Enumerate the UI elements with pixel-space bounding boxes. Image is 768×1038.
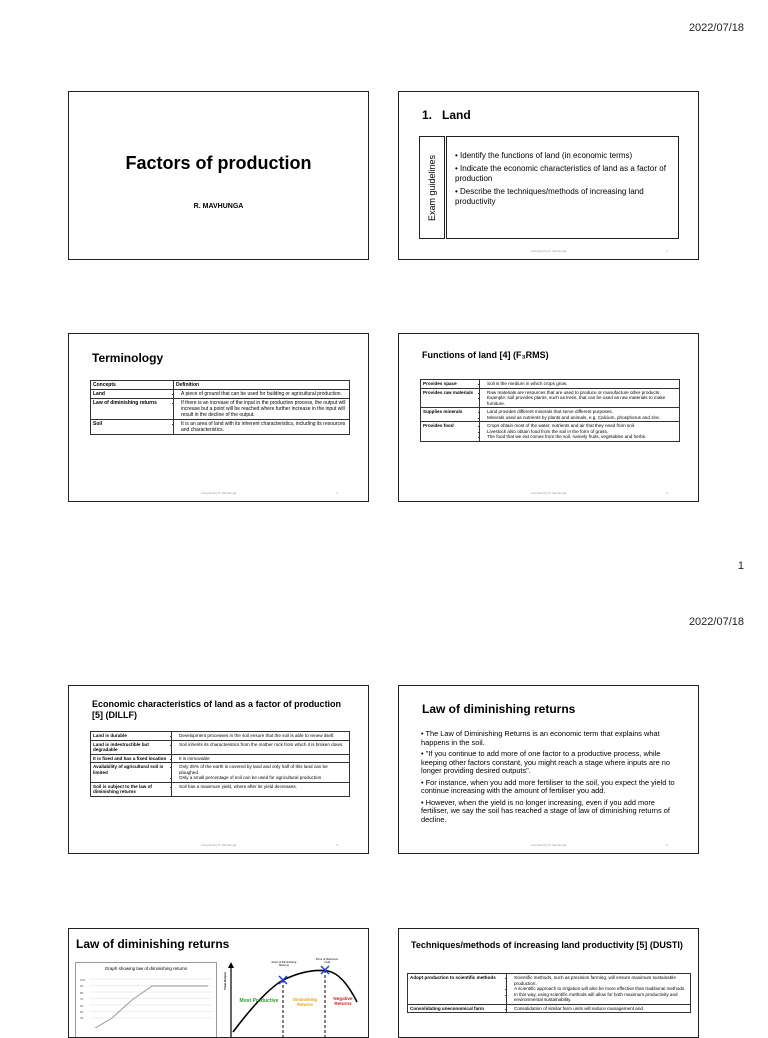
- table-row: [421, 422, 680, 442]
- description-cell: • Raw materials are resources that are used to produce or manufacture other products. • Example: soil provides plants, such as trees, that can be used as raw materials to make furniture.: [480, 388, 680, 408]
- characteristic-cell: Availability of agricultural soil is limited: [91, 763, 172, 783]
- technique-cell: Consolidating uneconomical farm: [408, 1004, 507, 1013]
- page-date: 2022/07/18: [688, 616, 744, 628]
- slide-footer: Compiled by R. Mavhunga: [200, 843, 237, 847]
- technique-cell: Adopt production to scientific methods: [408, 974, 507, 1005]
- slide-land-guidelines: [398, 91, 699, 260]
- slide-heading: Law of diminishing returns: [76, 937, 230, 951]
- table-row: [421, 380, 680, 389]
- table-row: [408, 974, 691, 1005]
- bullet-item: • The Law of Diminishing Returns is an economic term that explains what happens in the soil.: [421, 729, 660, 747]
- slide-law-text: [398, 685, 699, 854]
- characteristic-cell: Soil is subject to the law of diminishing returns: [91, 782, 172, 796]
- slide-heading: Functions of land [4] (F₃RMS): [422, 350, 549, 360]
- slide-number: 6: [666, 843, 668, 847]
- characteristic-cell: Land is indestructible but degradable: [91, 740, 172, 754]
- table-row: [91, 420, 350, 435]
- description-cell: • It is immovable: [172, 754, 350, 763]
- slide-number: 3: [666, 491, 668, 495]
- terminology-table: [90, 380, 350, 435]
- slide-footer: Compiled by R. Mavhunga: [530, 249, 567, 253]
- slide-law-graphs: [68, 928, 369, 1038]
- y-axis-label: Total Output: [223, 972, 227, 990]
- definition-cell: • It is an area of land with its inherent characteristics, including its resources and characteristics.: [174, 420, 350, 435]
- table-row: [91, 782, 350, 796]
- point-diminishing-label: Point of Diminishing Returns: [271, 960, 297, 968]
- author-name: R. MAVHUNGA: [193, 203, 244, 210]
- y-tick-labels: 100 90 80 70 60 50 40: [80, 978, 86, 1021]
- bullet-item: • However, when the yield is no longer increasing, even if you add more fertiliser, we say the soil has reached a stage of law of diminishing returns of decline.: [421, 797, 670, 824]
- column-header: Concepts: [91, 381, 174, 390]
- line-graph-panel: [75, 962, 217, 1038]
- term-cell: Soil: [91, 420, 174, 435]
- description-cell: • Only 25% of the earth is covered by land and only half of this land can be ploughed. • Only a small percentage of soil can be used for agricultural production: [172, 763, 350, 783]
- table-row: [91, 732, 350, 741]
- stage-diagram: [223, 957, 363, 1038]
- table-row: [91, 399, 350, 420]
- slide-title: [68, 91, 369, 260]
- term-cell: Land: [91, 390, 174, 399]
- table-row: [91, 763, 350, 783]
- slide-heading: Terminology: [92, 351, 164, 365]
- column-header: Definition: [174, 381, 350, 390]
- function-cell: Provides raw materials: [421, 388, 480, 408]
- stage-most-productive: Most Productive: [239, 998, 279, 1004]
- characteristic-cell: It is fixed and has a fixed location: [91, 754, 172, 763]
- definition-cell: • A piece of ground that can be used for building or agricultural production.: [174, 390, 350, 399]
- line-graph: [90, 978, 212, 1028]
- table-header: [91, 381, 350, 390]
- table-row: [408, 1004, 691, 1013]
- slide-heading: 1. Land: [422, 108, 471, 122]
- deck-title: Factors of production: [125, 153, 312, 173]
- slide-heading: Law of diminishing returns: [422, 702, 576, 716]
- slide-number: 5: [336, 843, 338, 847]
- yield-curve: [92, 986, 208, 1028]
- guideline-item: • Identify the functions of land (in economic terms): [455, 151, 633, 160]
- stage-negative-returns: Negative Returns: [333, 996, 353, 1007]
- slide-footer: Compiled by R. Mavhunga: [530, 843, 567, 847]
- characteristics-table: [90, 731, 350, 797]
- slide-number: 1: [666, 249, 668, 253]
- description-cell: • Land provides different minerals that serve different purposes. • Minerals used as nutrients by plants and animals, e.g. Calcium, phosphorus and zinc.: [480, 408, 680, 422]
- slide-functions-of-land: [398, 333, 699, 502]
- page-date: 2022/07/18: [688, 22, 744, 34]
- description-cell: • Soil inherits its characteristics from the mother rock from which it is broken down.: [172, 740, 350, 754]
- slide-number: 2: [336, 491, 338, 495]
- page-number: 1: [737, 560, 744, 572]
- slide-heading: Techniques/methods of increasing land productivity [5] (DUSTI): [411, 940, 683, 950]
- guidelines-box: [446, 136, 679, 239]
- functions-table: [420, 379, 680, 442]
- table-row: [421, 388, 680, 408]
- table-row: [91, 390, 350, 399]
- term-cell: Law of diminishing returns: [91, 399, 174, 420]
- function-cell: Supplies minerals: [421, 408, 480, 422]
- slide-economic-characteristics: [68, 685, 369, 854]
- slide-techniques: [398, 928, 699, 1038]
- function-cell: Provides food: [421, 422, 480, 442]
- graph-title: Graph showing law of diminishing returns: [104, 966, 188, 971]
- description-cell: • Scientific methods, such as precision farming, will ensure maximum sustainable production. • A scientific approach to irrigation will also be more effective than traditional methods. • In this way, using scientific methods will allow for both maximum productivity and environmental sustainability.: [507, 974, 691, 1005]
- bullet-item: • "If you continue to add more of one factor to a productive process, while keeping other factors constant, you might reach a stage where inputs are no longer providing desired outputs".: [421, 749, 670, 776]
- slide-heading: Economic characteristics of land as a factor of production [5] (DILLF): [92, 699, 342, 720]
- description-cell: • Consolidation of similar farm units will reduce management and: [507, 1004, 691, 1013]
- slide-terminology: [68, 333, 369, 502]
- description-cell: • Soil is the medium in which crops grow.: [480, 380, 680, 389]
- characteristic-cell: Land is durable: [91, 732, 172, 741]
- techniques-table: [407, 973, 691, 1013]
- description-cell: • Development processes in the soil ensure that the soil is able to renew itself.: [172, 732, 350, 741]
- side-label-box: [419, 136, 445, 239]
- bullet-item: • For instance, when you add more fertiliser to the soil, you expect the yield to continue increasing with the amount of fertiliser you add.: [421, 777, 675, 796]
- description-cell: • Soil has a maximum yield, where after its yield decreases.: [172, 782, 350, 796]
- stage-diminishing-returns: Diminishing Returns: [293, 997, 317, 1007]
- function-cell: Provides space: [421, 380, 480, 389]
- slide-footer: Compiled by R. Mavhunga: [530, 491, 567, 495]
- point-max-yield-label: Point of Maximum Yield: [315, 957, 339, 965]
- table-row: [91, 754, 350, 763]
- law-bullets: [421, 730, 677, 827]
- guideline-item: • Indicate the economic characteristics of land as a factor of production: [455, 164, 666, 183]
- side-label: Exam guidelines: [427, 154, 437, 221]
- guideline-item: • Describe the techniques/methods of increasing land productivity: [455, 187, 644, 206]
- table-row: [421, 408, 680, 422]
- slide-footer: Compiled by R. Mavhunga: [200, 491, 237, 495]
- table-row: [91, 740, 350, 754]
- description-cell: • Crops obtain most of the water, nutrients and air that they need from soil. • Livestock also obtain food from the soil in the form of grass. • The food that we eat comes from the soil, namely fruits, vegetables and herbs.: [480, 422, 680, 442]
- definition-cell: • If there is an increase of the input in the production process, the output will increase but a point will be reached where further increase in the input will result in the decline of the output.: [174, 399, 350, 420]
